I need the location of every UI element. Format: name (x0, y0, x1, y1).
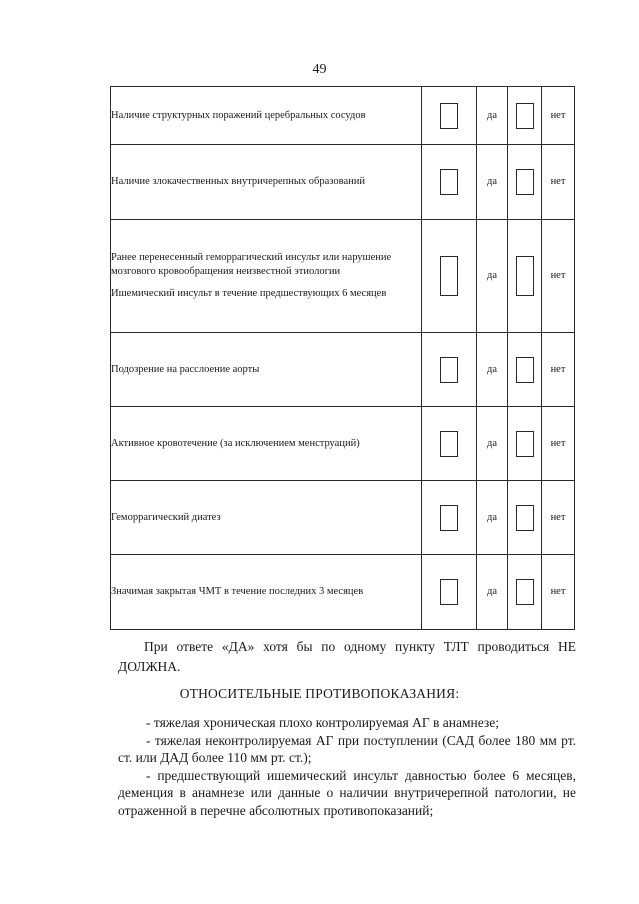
yes-checkbox[interactable] (440, 103, 458, 129)
no-label: нет (542, 220, 575, 333)
no-label: нет (542, 333, 575, 407)
contraindications-table (110, 86, 575, 630)
table-row (111, 407, 575, 481)
yes-label: да (477, 220, 508, 333)
yes-checkbox[interactable] (440, 357, 458, 383)
list-item: - предшествующий ишемический инсульт давностью более 6 месяцев, деменция в анамнезе или данные о наличии внутричерепной патологии, не отраженной в перечне абсолютных противопоказаний; (118, 767, 576, 818)
no-checkbox[interactable] (516, 256, 534, 296)
relative-contraindications-list (118, 714, 576, 819)
no-label: нет (542, 87, 575, 145)
row-question: Наличие злокачественных внутричерепных образований (111, 145, 422, 220)
no-label: нет (542, 407, 575, 481)
yes-checkbox[interactable] (440, 169, 458, 195)
yes-label: да (477, 145, 508, 220)
table-row (111, 481, 575, 555)
no-label: нет (542, 145, 575, 220)
yes-label: да (477, 481, 508, 555)
page-number: 49 (312, 62, 327, 77)
list-item: - тяжелая хроническая плохо контролируемая АГ в анамнезе; (146, 715, 499, 730)
yes-checkbox[interactable] (440, 579, 458, 605)
table-row (111, 87, 575, 145)
yes-label: да (477, 407, 508, 481)
row-question: Подозрение на расслоение аорты (111, 333, 422, 407)
yes-label: да (477, 555, 508, 630)
row-question: Активное кровотечение (за исключением менструаций) (111, 407, 422, 481)
no-checkbox[interactable] (516, 579, 534, 605)
row-question: Ранее перенесенный геморрагический инсульт или нарушение мозгового кровообращения неизвестной этиологии Ишемический инсульт в течение предшествующих 6 месяцев (111, 220, 422, 333)
list-item: - тяжелая неконтролируемая АГ при поступлении (САД более 180 мм рт. ст. или ДАД более 110 мм рт. ст.); (118, 732, 576, 765)
yes-label: да (477, 333, 508, 407)
yes-checkbox[interactable] (440, 256, 458, 296)
table-row (111, 145, 575, 220)
no-checkbox[interactable] (516, 357, 534, 383)
row-question: Наличие структурных поражений церебральных сосудов (111, 87, 422, 145)
no-checkbox[interactable] (516, 505, 534, 531)
yes-label: да (477, 87, 508, 145)
table-row (111, 333, 575, 407)
row-question: Значимая закрытая ЧМТ в течение последних 3 месяцев (111, 555, 422, 630)
no-label: нет (542, 555, 575, 630)
yes-checkbox[interactable] (440, 431, 458, 457)
row-question: Геморрагический диатез (111, 481, 422, 555)
warning-note: При ответе «ДА» хотя бы по одному пункту ТЛТ проводиться НЕ ДОЛЖНА. (118, 639, 576, 674)
yes-checkbox[interactable] (440, 505, 458, 531)
no-checkbox[interactable] (516, 103, 534, 129)
table-row (111, 220, 575, 333)
no-label: нет (542, 481, 575, 555)
table-row (111, 555, 575, 630)
no-checkbox[interactable] (516, 431, 534, 457)
no-checkbox[interactable] (516, 169, 534, 195)
section-title-relative-contraindications: ОТНОСИТЕЛЬНЫЕ ПРОТИВОПОКАЗАНИЯ: (179, 686, 460, 701)
